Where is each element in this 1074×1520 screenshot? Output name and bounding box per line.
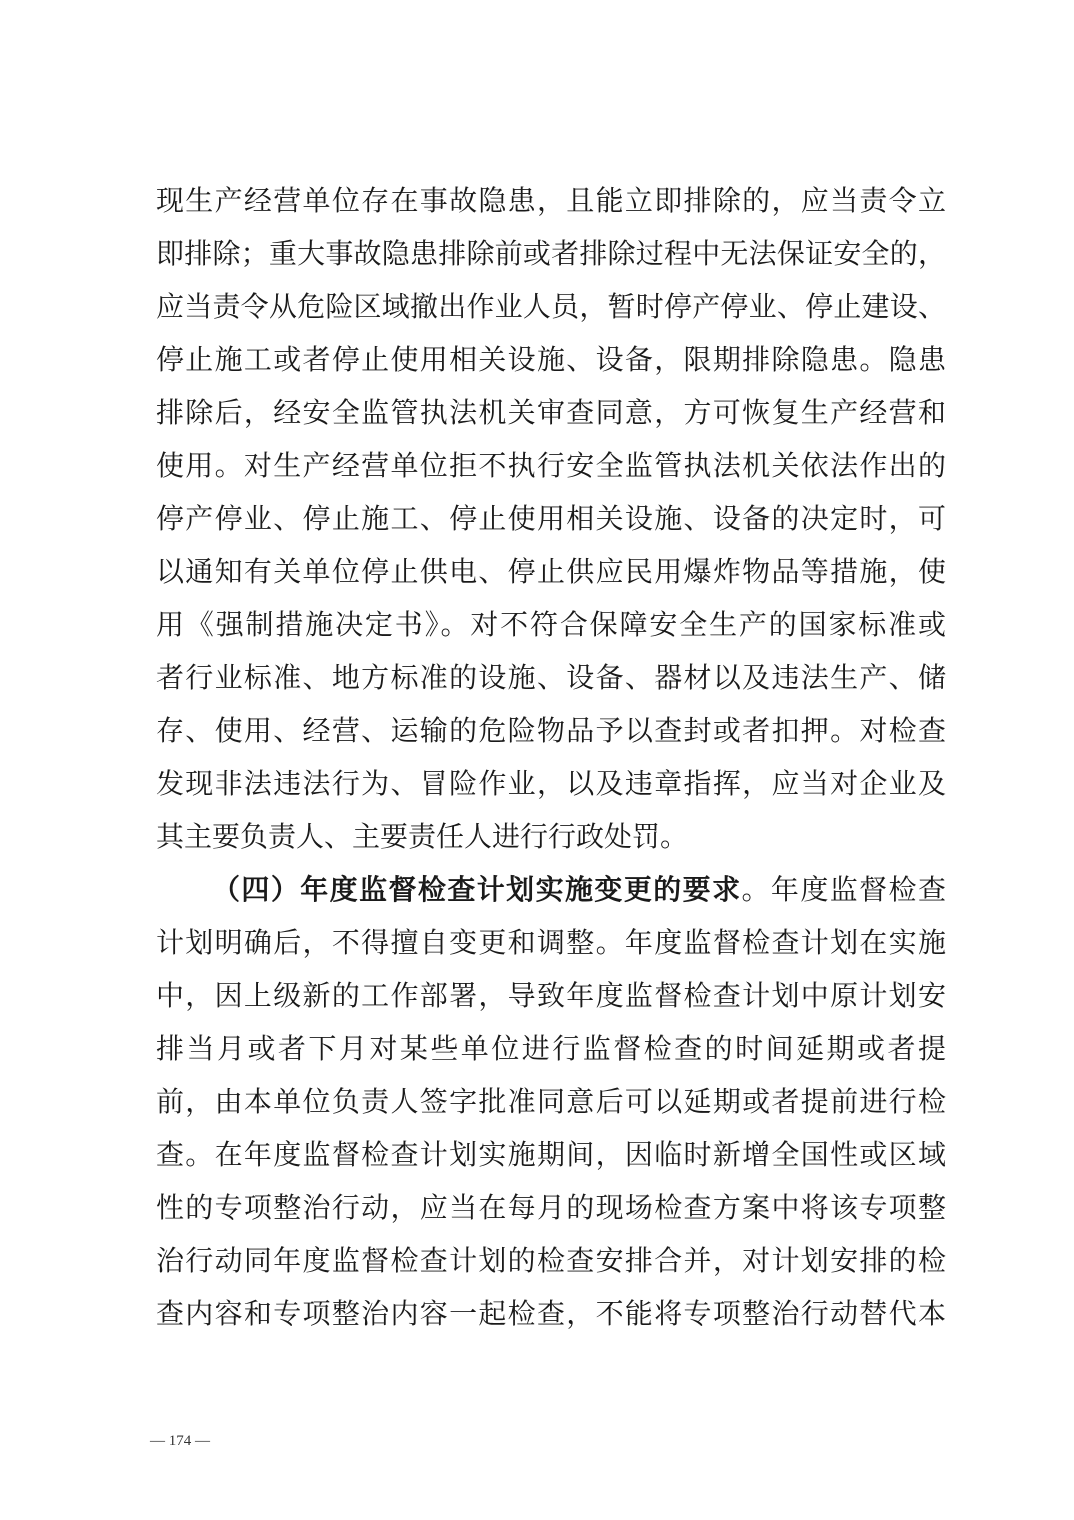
page-number: — 174 —: [150, 1433, 210, 1449]
text-line: 现生产经营单位存在事故隐患，且能立即排除的，应当责令立: [156, 184, 946, 217]
body-text: [156, 174, 946, 1340]
text-line: 用《强制措施决定书》。对不符合保障安全生产的国家标准或: [156, 608, 946, 641]
text-line: 排当月或者下月对某些单位进行监督检查的时间延期或者提: [156, 1032, 946, 1065]
text-line: 治行动同年度监督检查计划的检查安排合并，对计划安排的检: [156, 1244, 946, 1277]
text-line: 查内容和专项整治内容一起检查，不能将专项整治行动替代本: [156, 1297, 946, 1330]
text-line: 前，由本单位负责人签字批准同意后可以延期或者提前进行检: [156, 1085, 946, 1118]
section-heading-line: [156, 863, 946, 916]
text-line: 排除后，经安全监管执法机关审查同意，方可恢复生产经营和: [156, 396, 946, 429]
text-line: 使用。对生产经营单位拒不执行安全监管执法机关依法作出的: [156, 449, 946, 482]
text-line: 计划明确后，不得擅自变更和调整。年度监督检查计划在实施: [156, 926, 946, 959]
text-line: 以通知有关单位停止供电、停止供应民用爆炸物品等措施，使: [156, 555, 946, 588]
text-line: 应当责令从危险区域撤出作业人员，暂时停产停业、停止建设、: [156, 290, 946, 323]
text-line: 其主要负责人、主要责任人进行行政处罚。: [156, 820, 689, 853]
text-line: 存、使用、经营、运输的危险物品予以查封或者扣押。对检查: [156, 714, 946, 747]
text-line: 停止施工或者停止使用相关设施、设备，限期排除隐患。隐患: [156, 343, 946, 376]
text-line: 停产停业、停止施工、停止使用相关设施、设备的决定时，可: [156, 502, 946, 535]
text-line: 发现非法违法行为、冒险作业，以及违章指挥，应当对企业及: [156, 767, 946, 800]
text-line: 即排除；重大事故隐患排除前或者排除过程中无法保证安全的，: [156, 237, 946, 270]
text-line: 性的专项整治行动，应当在每月的现场检查方案中将该专项整: [156, 1191, 946, 1224]
text-line: 中，因上级新的工作部署，导致年度监督检查计划中原计划安: [156, 979, 946, 1012]
text-line: 查。在年度监督检查计划实施期间，因临时新增全国性或区域: [156, 1138, 946, 1171]
text-line: 者行业标准、地方标准的设施、设备、器材以及违法生产、储: [156, 661, 946, 694]
text-segment: 。年度监督检查: [741, 873, 946, 906]
section-heading: （四）年度监督检查计划实施变更的要求: [212, 873, 742, 906]
